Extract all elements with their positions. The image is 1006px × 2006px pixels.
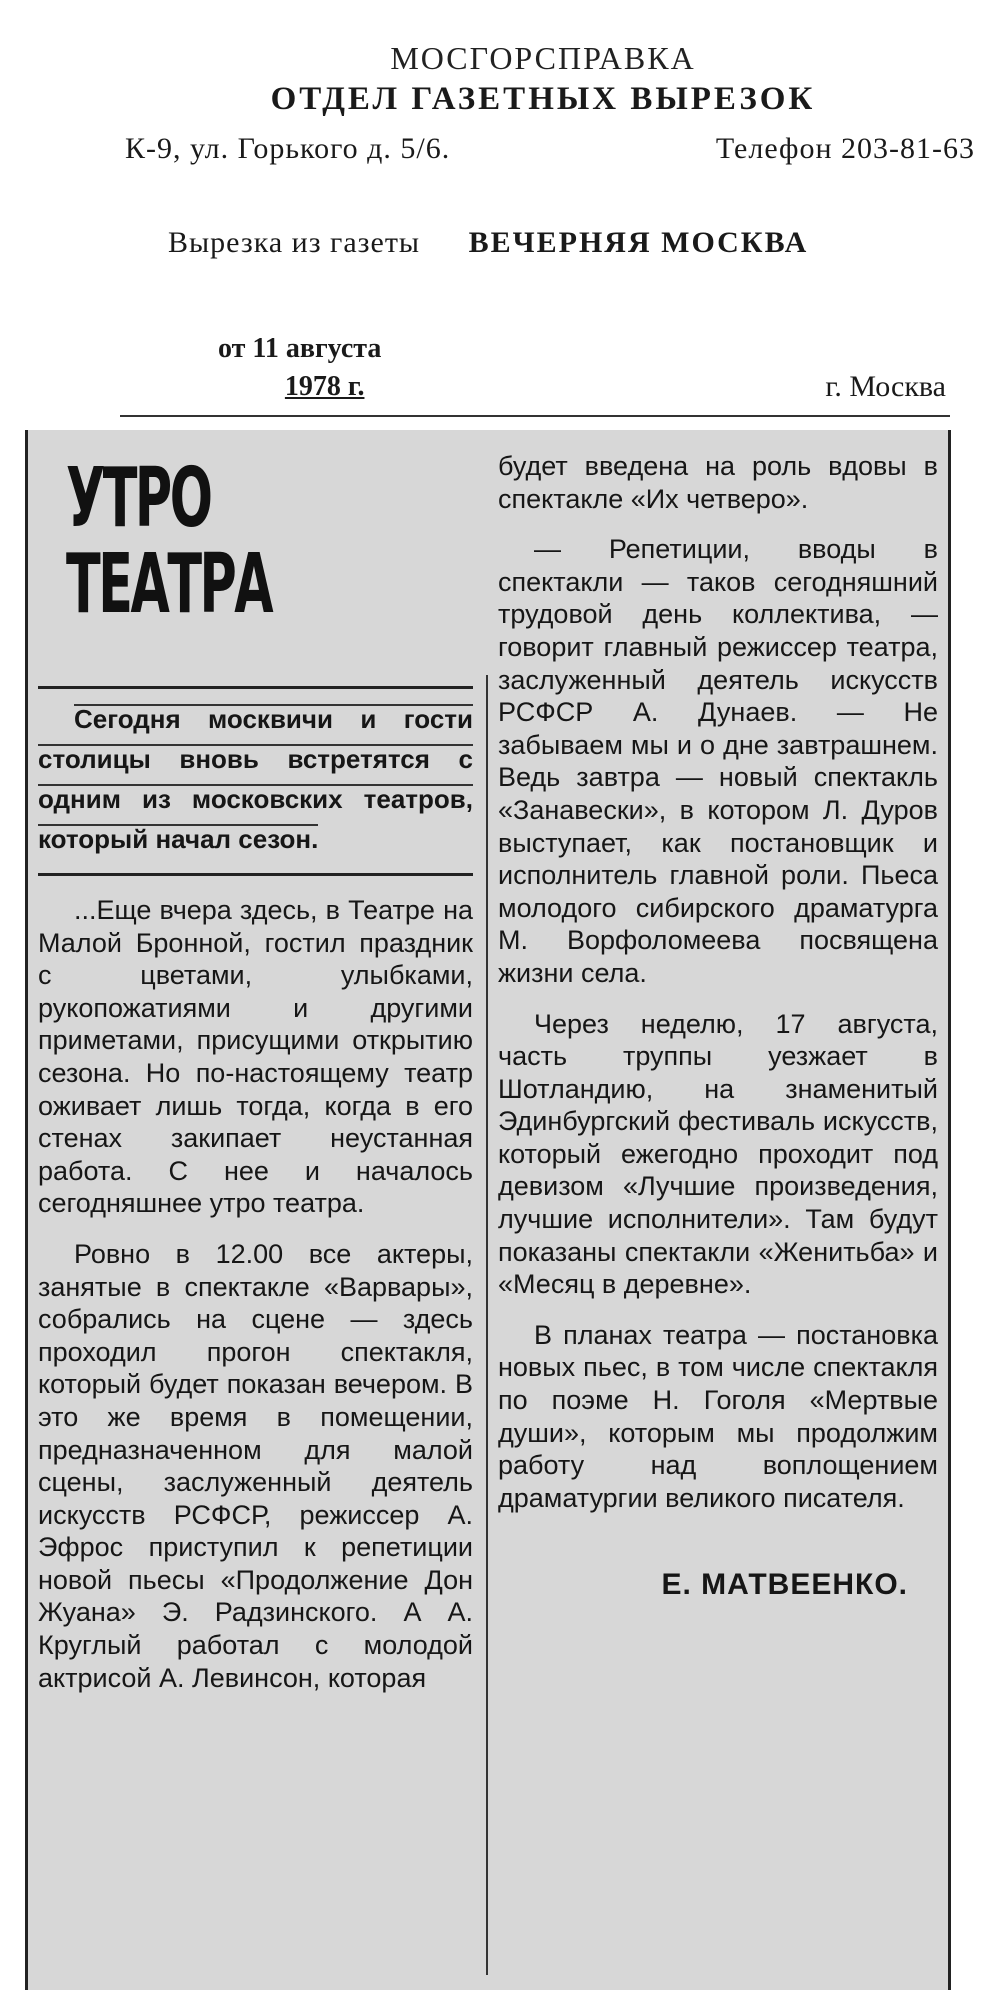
- header-divider: [120, 415, 950, 417]
- agency-name: МОСГОРСПРАВКА: [390, 40, 696, 76]
- paragraph: ...Еще вчера здесь, в Театре на Малой Бронной, гостил праздник с цветами, улыбками, рукопожатиями и другими приметами, присущими открытию сезона. Но по-настоящему театр оживает лишь тогда, когда в его стенах закипает неустанная работа. С нее и началось сегодняшнее утро театра.: [38, 895, 473, 1219]
- newspaper-clipping: [25, 430, 951, 1990]
- paragraph: Ровно в 12.00 все актеры, занятые в спектакле «Варвары», собрались на сцене — здесь проходил прогон спектакля, который будет показан вечером. В это же время в помещении, предназначенном для малой сцены, заслуженный деятель искусств РСФСР, режиссер А. Эфрос приступил к репетиции новой пьесы «Продолжение Дон Жуана» Э. Радзинского. А А. Круглый работал с молодой актрисой А. Левинсон, которая: [38, 1238, 473, 1693]
- author-signature: Е. МАТВЕЕНКО.: [661, 1568, 908, 1602]
- issue-date: [218, 330, 381, 406]
- address: К-9, ул. Горького д. 5/6.: [125, 132, 451, 165]
- department-name: ОТДЕЛ ГАЗЕТНЫХ ВЫРЕЗОК: [270, 81, 816, 117]
- article-headline: УТРО ТЕАТРА: [66, 451, 272, 632]
- paragraph: Через неделю, 17 августа, часть труппы уезжает в Шотландию, на знаменитый Эдинбургский фестиваль искусств, который ежегодно проходит под девизом «Лучшие произведения, лучшие исполнители». Там будут показаны спектакли «Женитьба» и «Месяц в деревне».: [498, 1008, 938, 1300]
- source-line: [168, 226, 808, 260]
- right-column: [498, 450, 938, 1602]
- lead-text: Сегодня москвичи и гости столицы вновь встретятся с одним из московских театров, который начал сезон.: [38, 704, 473, 854]
- paragraph: будет введена на роль вдовы в спектакле «Их четверо».: [498, 451, 938, 514]
- paragraph: — Репетиции, вводы в спектакли — таков сегодняшний трудовой день коллектива, — говорит главный режиссер театра, заслуженный деятель искусств РСФСР А. Дунаев. — Не забываем мы и о дне завтрашнем. Ведь завтра — новый спектакль «Занавески», в котором Л. Дуров выступает, как постановщик и исполнитель главной роли. Пьеса молодого сибирского драматурга М. Ворфоломеева посвящена жизни села.: [498, 534, 938, 988]
- newspaper-name: ВЕЧЕРНЯЯ МОСКВА: [468, 226, 809, 259]
- left-column: [38, 430, 473, 1694]
- date-line: от 11 августа: [218, 333, 382, 364]
- paragraph: В планах театра — постановка новых пьес, в том числе спектакля по поэме Н. Гоголя «Мертвые души», которым мы продолжим работу над воплощением драматургии великого писателя.: [498, 1319, 938, 1513]
- issue-year: 1978 г.: [284, 371, 365, 402]
- clipping-service-header: [0, 40, 1006, 118]
- address-line: [125, 132, 975, 166]
- source-label: Вырезка из газеты: [168, 226, 421, 259]
- column-divider: [486, 675, 488, 1975]
- phone: Телефон 203-81-63: [715, 132, 975, 165]
- article-lead: [38, 686, 473, 876]
- city: г. Москва: [825, 370, 946, 403]
